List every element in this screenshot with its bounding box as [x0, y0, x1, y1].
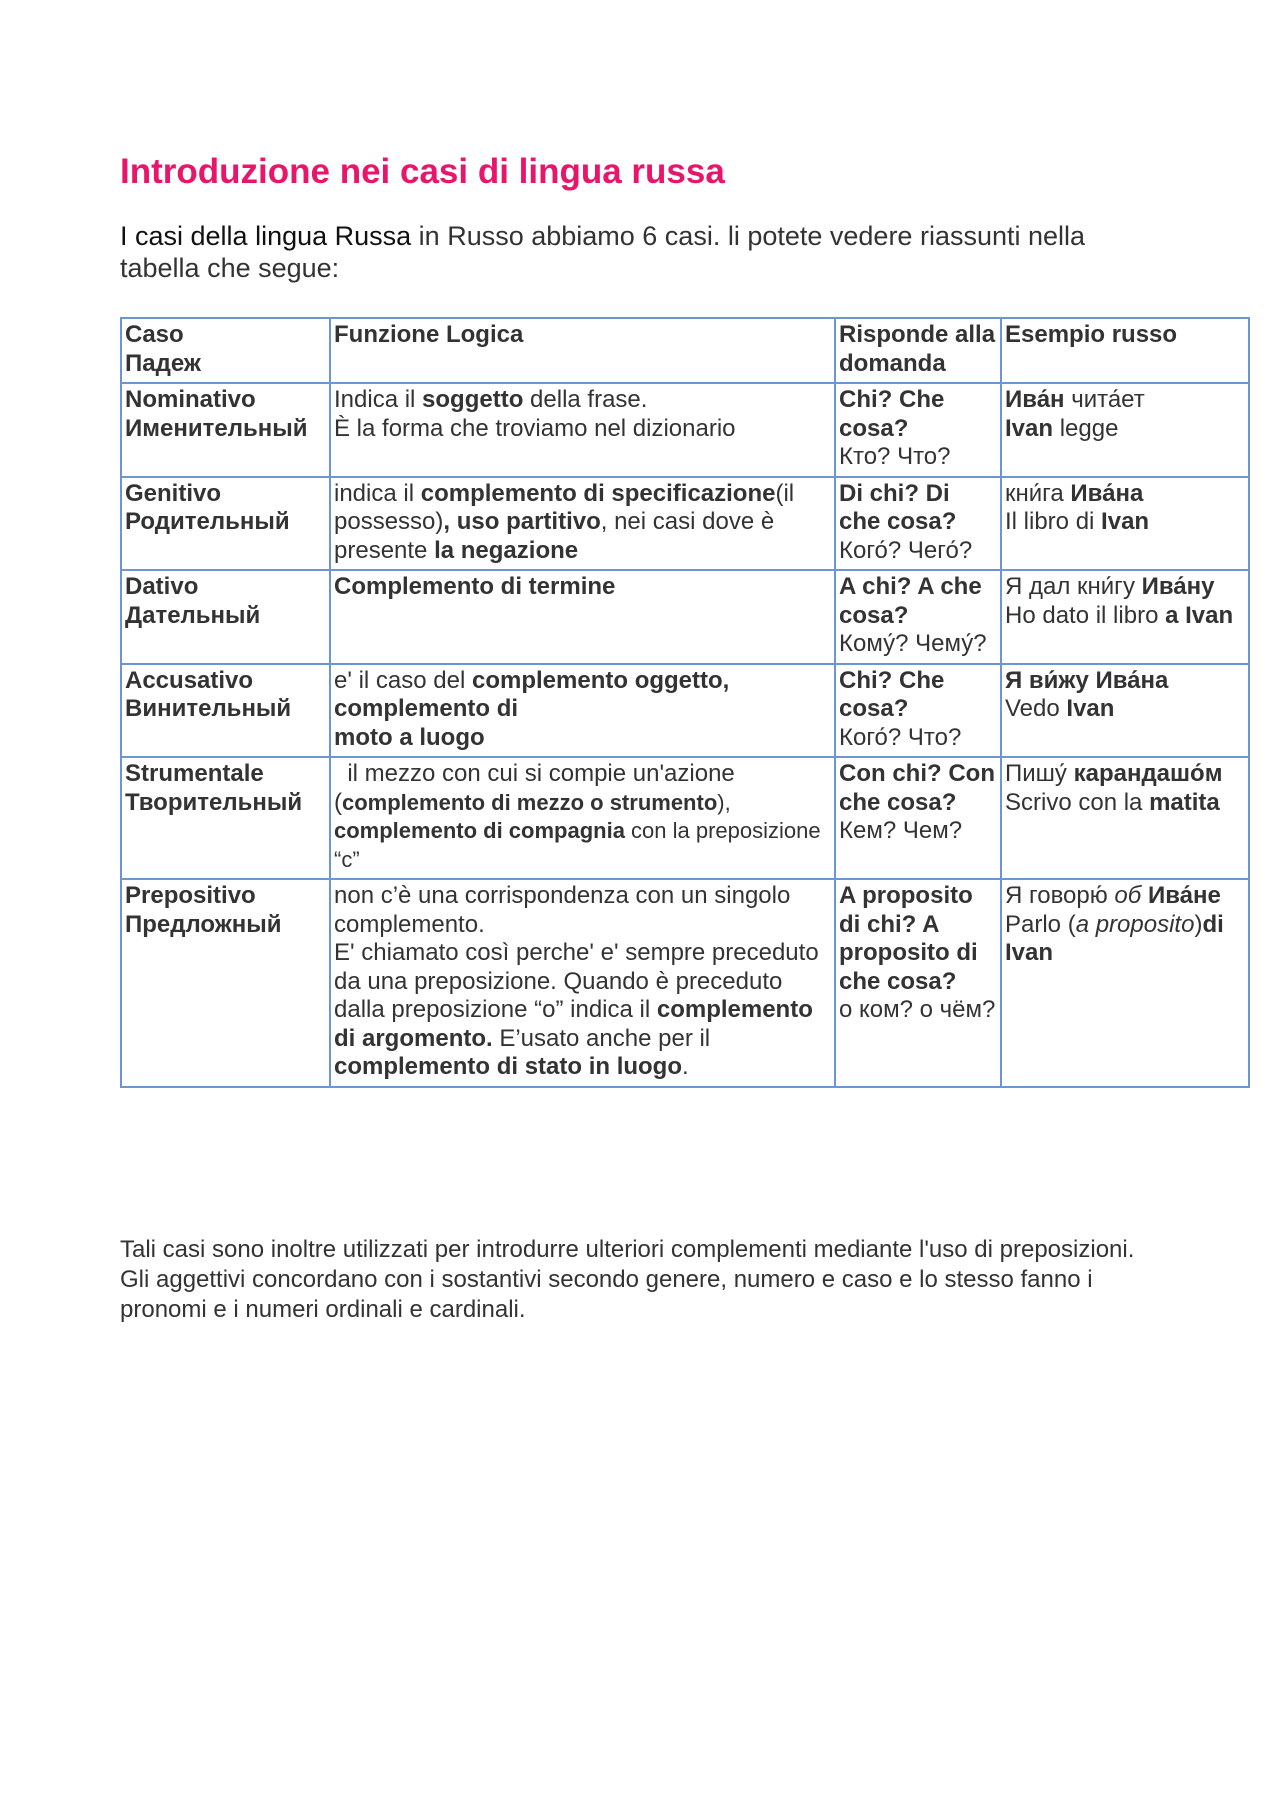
cases-table	[120, 317, 1250, 1088]
question-cell: A proposito di chi? A proposito di che cosa? о ком? о чём?	[835, 879, 1001, 1087]
case-cell: Dativo Дательный	[121, 570, 330, 664]
table-row	[121, 757, 1249, 879]
header-risponde: Risponde alla domanda	[835, 318, 1001, 383]
table-row	[121, 477, 1249, 571]
example-cell: Пишу́ карандашо́м Scrivo con la matita	[1001, 757, 1249, 879]
intro-text: in Russo abbiamo 6 casi. li potete vedere riassunti nella tabella che segue:	[120, 221, 1086, 283]
function-cell: non c’è una corrispondenza con un singolo complemento. E' chiamato così perche' e' sempre preceduto da una preposizione. Quando è preceduto dalla preposizione “о” indica il complemento di argomento. E’usato anche per il complemento di stato in luogo.	[330, 879, 835, 1087]
case-cell: Accusativo Винительный	[121, 664, 330, 758]
function-cell: indica il complemento di specificazione(il possesso), uso partitivo, nei casi dove è presente la negazione	[330, 477, 835, 571]
question-cell: Di chi? Di che cosa? Кого́? Чего́?	[835, 477, 1001, 571]
case-cell: Prepositivo Предложный	[121, 879, 330, 1087]
question-cell: Chi? Che cosa? Кого́? Что?	[835, 664, 1001, 758]
table-row	[121, 664, 1249, 758]
question-cell: A chi? A che cosa? Кому́? Чему́?	[835, 570, 1001, 664]
example-cell: Я ви́жу Ива́на Vedo Ivan	[1001, 664, 1249, 758]
header-esempio: Esempio russo	[1001, 318, 1249, 383]
case-cell: Strumentale Творительный	[121, 757, 330, 879]
intro-paragraph	[120, 220, 1140, 284]
header-caso: Caso Падеж	[121, 318, 330, 383]
case-cell: Nominativo Именительный	[121, 383, 330, 477]
page-title: Introduzione nei casi di lingua russa	[120, 152, 725, 191]
example-cell: Я дал кни́гу Ива́ну Ho dato il libro a Ivan	[1001, 570, 1249, 664]
table-header-row	[121, 318, 1249, 383]
function-cell: Complemento di termine	[330, 570, 835, 664]
example-cell: Я говорю́ об Ива́не Parlo (a proposito)di Ivan	[1001, 879, 1249, 1087]
case-cell: Genitivo Родительный	[121, 477, 330, 571]
table-row	[121, 383, 1249, 477]
header-funzione: Funzione Logica	[330, 318, 835, 383]
question-cell: Chi? Che cosa? Кто? Что?	[835, 383, 1001, 477]
intro-lead-link[interactable]: I casi della lingua Russa	[120, 221, 412, 251]
table-row	[121, 879, 1249, 1087]
example-cell: кни́га Ива́на Il libro di Ivan	[1001, 477, 1249, 571]
table-row	[121, 570, 1249, 664]
closing-paragraph: Tali casi sono inoltre utilizzati per introdurre ulteriori complementi mediante l'uso di preposizioni. Gli aggettivi concordano con i sostantivi secondo genere, numero e caso e lo stesso fanno i pronomi e i numeri ordinali e cardinali.	[120, 1236, 1135, 1323]
function-cell: il mezzo con cui si compie un'azione (complemento di mezzo o strumento), complemento di compagnia con la preposizione “c”	[330, 757, 835, 879]
question-cell: Con chi? Con che cosa? Кем? Чем?	[835, 757, 1001, 879]
example-cell: Ива́н чита́ет Ivan legge	[1001, 383, 1249, 477]
function-cell: e' il caso del complemento oggetto, complemento di moto a luogo	[330, 664, 835, 758]
function-cell: Indica il soggetto della frase. È la forma che troviamo nel dizionario	[330, 383, 835, 477]
